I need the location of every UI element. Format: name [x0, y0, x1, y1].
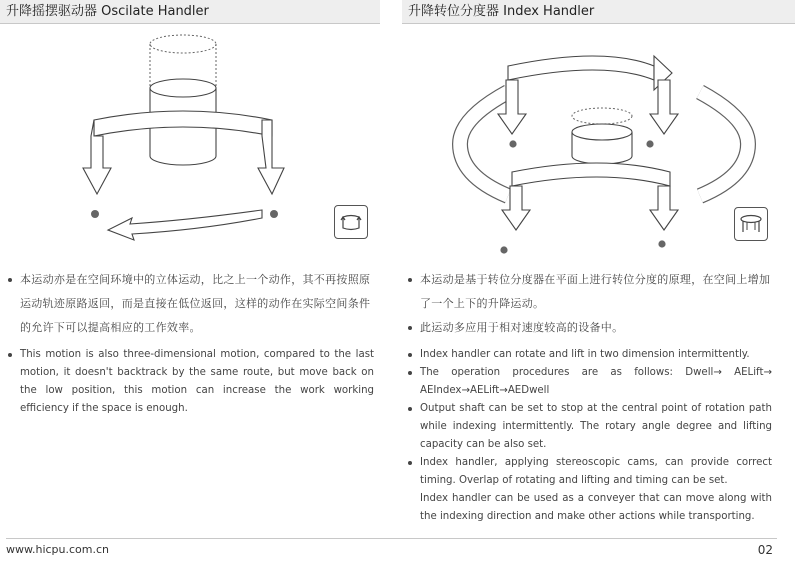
index-motion-icon — [734, 207, 768, 241]
right-bullet-cn-2: 此运动多应用于相对速度较高的设备中。 — [406, 316, 772, 340]
left-bullet-en: This motion is also three-dimensional motion, compared to the last motion, it doesn't backtrack by the same route, but move back on the low position, this motion can increase the work working efficiency if the space is enough. — [6, 346, 374, 418]
footer-url[interactable]: www.hicpu.com.cn — [6, 543, 110, 556]
oscilate-motion-diagram — [0, 26, 390, 260]
right-extra-paragraph: Index handler can be used as a conveyer that can move along with the indexing direction and make other actions while transporting. — [420, 493, 772, 522]
oscilate-motion-icon — [334, 205, 368, 239]
footer-divider — [6, 538, 777, 539]
right-bullet-en-2: The operation procedures are as follows: Dwell→ AELift→ AEIndex→AELift→AEDwell — [406, 364, 772, 400]
left-section-title: 升降摇摆驱动器 Oscilate Handler — [0, 0, 380, 24]
right-bullet-en-1: Index handler can rotate and lift in two dimension intermittently. — [406, 346, 772, 364]
right-bullet-en-4: Index handler, applying stereoscopic cams, can provide correct timing. Overlap of rotating and lifting and timing can be set. — [406, 454, 772, 490]
right-section-title: 升降转位分度器 Index Handler — [402, 0, 795, 24]
right-text-column — [406, 268, 772, 526]
left-bullet-cn: 本运动亦是在空间环境中的立体运动，比之上一个动作，其不再按照原运动轨迹原路返回，而是直接在低位返回，这样的动作在实际空间条件的允许下可以提高相应的工作效率。 — [6, 268, 374, 340]
right-bullet-en-3: Output shaft can be set to stop at the central point of rotation path while indexing intermittently. The rotary angle degree and lifting capacity can be also set. — [406, 400, 772, 454]
left-text-column — [6, 268, 374, 418]
page-number: 02 — [757, 543, 773, 557]
right-bullet-cn-1: 本运动是基于转位分度器在平面上进行转位分度的原理，在空间上增加了一个上下的升降运动。 — [406, 268, 772, 316]
